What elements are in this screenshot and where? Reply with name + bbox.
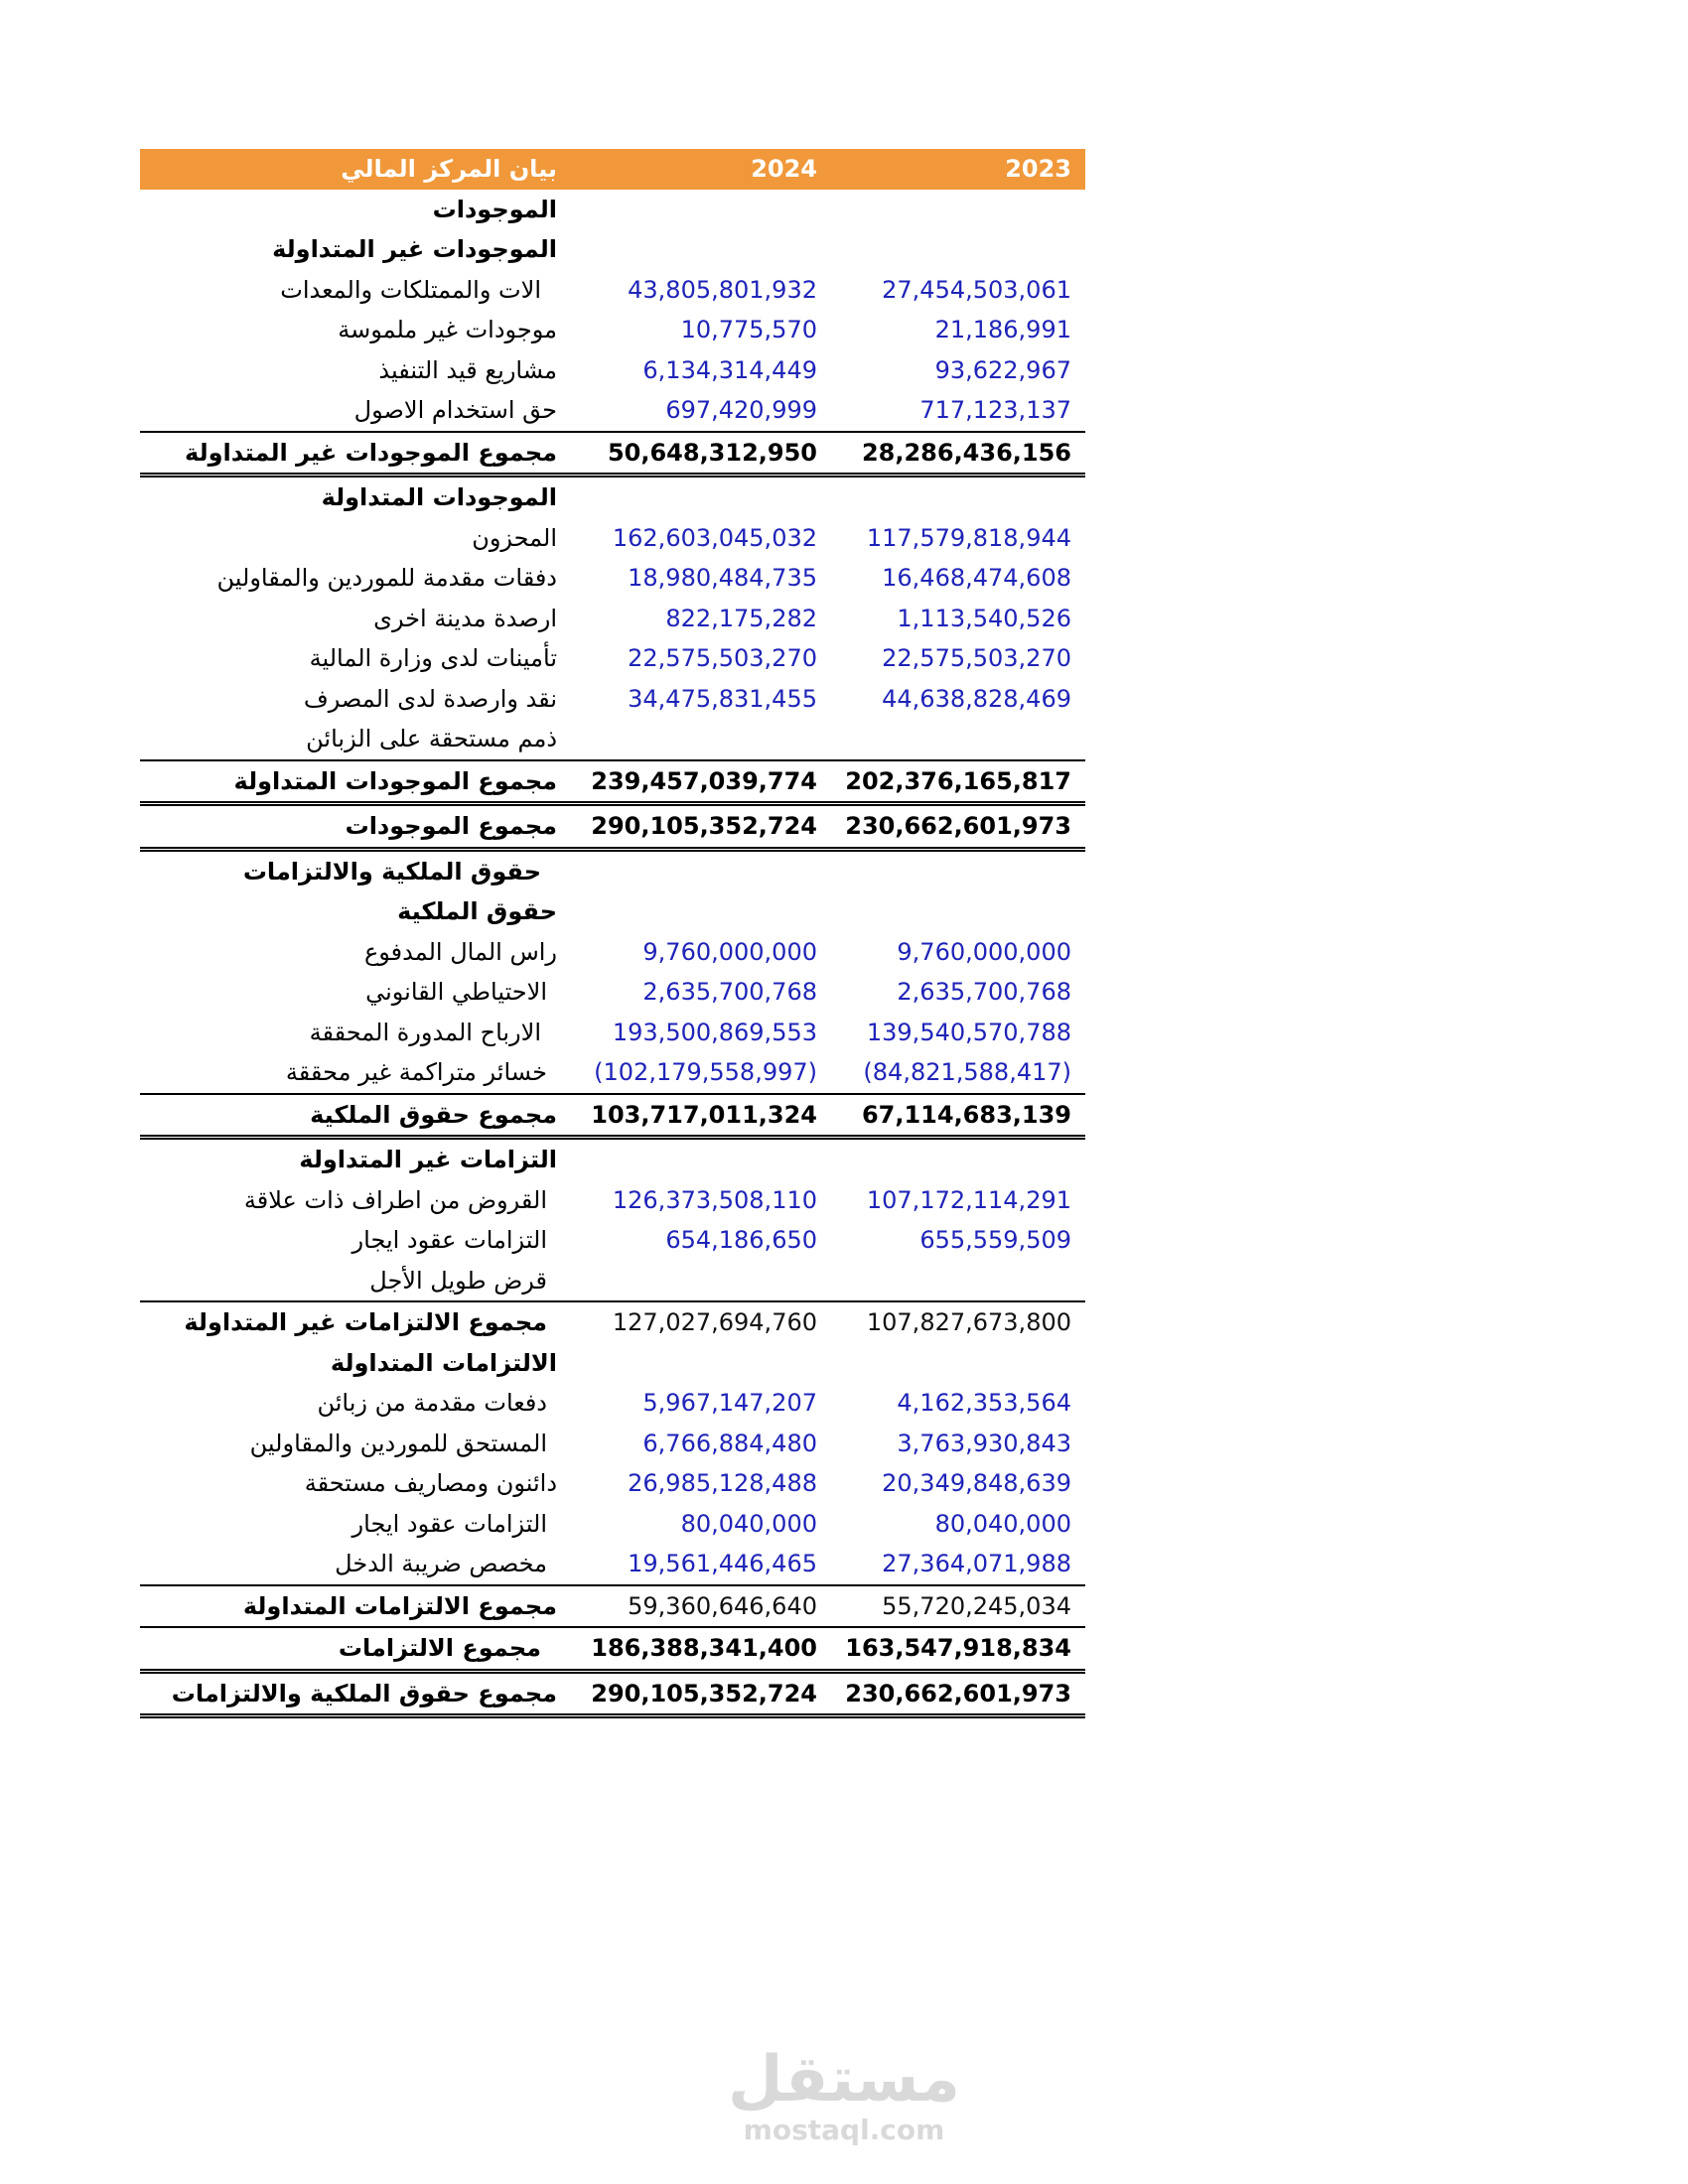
subtotal-row	[140, 431, 1085, 478]
value-2023: 44,638,828,469	[882, 684, 1071, 713]
section-heading	[140, 852, 1085, 892]
row-label: نقد وارصدة لدى المصرف	[303, 684, 557, 713]
table-row	[140, 518, 1085, 559]
table-row	[140, 1463, 1085, 1504]
value-2024: 654,186,650	[665, 1226, 817, 1254]
value-2023: 16,468,474,608	[882, 564, 1071, 592]
balance-sheet-table	[140, 149, 1085, 1718]
value-2024: 19,561,446,465	[628, 1550, 817, 1577]
section-heading	[140, 190, 1085, 230]
table-row	[140, 1424, 1085, 1464]
table-row	[140, 558, 1085, 599]
statement-title: بيان المركز المالي	[341, 155, 557, 183]
row-label: ارصدة مدينة اخرى	[373, 604, 557, 632]
total-row	[140, 806, 1085, 852]
column-header-2023: 2023	[1005, 155, 1071, 183]
table-row	[140, 1544, 1085, 1584]
table-row	[140, 270, 1085, 311]
row-label: الالتزامات المتداولة	[330, 1348, 557, 1377]
value-2024: 126,373,508,110	[612, 1185, 817, 1214]
row-label: دفعات مقدمة من زبائن	[317, 1389, 547, 1417]
table-row	[140, 1180, 1085, 1221]
section-heading	[140, 229, 1085, 270]
row-label: مجموع الموجودات	[345, 812, 557, 840]
row-label: ذمم مستحقة على الزبائن	[306, 725, 557, 752]
value-2024: 127,027,694,760	[612, 1308, 817, 1336]
row-label: مجموع حقوق الملكية والالتزامات	[171, 1679, 557, 1707]
value-2023: 139,540,570,788	[866, 1018, 1071, 1046]
row-label: المستحق للموردين والمقاولين	[249, 1429, 547, 1457]
row-label: الموجودات المتداولة	[321, 483, 557, 511]
row-label: دفقات مقدمة للموردين والمقاولين	[216, 564, 557, 592]
table-row	[140, 350, 1085, 391]
section-heading	[140, 1343, 1085, 1384]
value-2023: 4,162,353,564	[897, 1389, 1071, 1417]
table-row	[140, 599, 1085, 639]
value-2023: 9,760,000,000	[897, 937, 1071, 966]
table-row	[140, 932, 1085, 973]
table-row	[140, 679, 1085, 720]
value-2023: 2,635,700,768	[897, 978, 1071, 1006]
row-label: قرض طويل الأجل	[369, 1266, 547, 1295]
row-label: مجموع حقوق الملكية	[310, 1100, 557, 1129]
row-label: القروض من اطراف ذات علاقة	[243, 1185, 547, 1214]
value-2024: 26,985,128,488	[628, 1469, 817, 1497]
value-2024: 697,420,999	[665, 396, 817, 424]
table-row	[140, 310, 1085, 350]
value-2023: 67,114,683,139	[861, 1100, 1071, 1129]
value-2024: 10,775,570	[680, 316, 817, 343]
table-row	[140, 1013, 1085, 1053]
value-2024: 290,105,352,724	[591, 812, 817, 840]
row-label: التزامات عقود ايجار	[352, 1509, 547, 1538]
section-heading	[140, 891, 1085, 932]
value-2023: 27,454,503,061	[882, 275, 1071, 304]
value-2024: 34,475,831,455	[628, 684, 817, 713]
subtotal-row	[140, 759, 1085, 807]
row-label: مجموع الالتزامات	[338, 1634, 541, 1662]
row-label: حق استخدام الاصول	[353, 396, 557, 424]
column-header-2024: 2024	[751, 155, 817, 183]
row-label: مجموع الموجودات المتداولة	[233, 766, 557, 795]
value-2024: 50,648,312,950	[607, 438, 817, 467]
subtotal-row	[140, 1093, 1085, 1141]
grand-total-row	[140, 1674, 1085, 1719]
value-2023: 22,575,503,270	[882, 644, 1071, 672]
table-row	[140, 638, 1085, 679]
value-2024: 80,040,000	[680, 1509, 817, 1538]
value-2023: 717,123,137	[919, 396, 1071, 424]
table-header-row	[140, 149, 1085, 190]
watermark-latin: mostaql.com	[743, 2114, 945, 2146]
table-row	[140, 719, 1085, 759]
value-2024: 22,575,503,270	[628, 644, 817, 672]
value-2024: 290,105,352,724	[591, 1679, 817, 1707]
row-label: مخصص ضريبة الدخل	[335, 1550, 547, 1577]
value-2024: 18,980,484,735	[628, 564, 817, 592]
value-2023: 107,172,114,291	[866, 1185, 1071, 1214]
mostaql-watermark	[725, 2045, 963, 2146]
row-label: مشاريع قيد التنفيذ	[378, 355, 557, 384]
value-2023: 93,622,967	[934, 355, 1071, 384]
row-label: تأمينات لدى وزارة المالية	[309, 644, 557, 672]
value-2024: 822,175,282	[665, 604, 817, 632]
row-label: موجودات غير ملموسة	[338, 316, 557, 343]
value-2024: 239,457,039,774	[591, 766, 817, 795]
row-label: المحزون	[472, 523, 557, 552]
value-2024: 5,967,147,207	[642, 1389, 817, 1417]
row-label: خسائر متراكمة غير محققة	[285, 1058, 547, 1086]
table-row	[140, 390, 1085, 431]
row-label: الموجودات	[432, 195, 557, 223]
value-2023: 655,559,509	[919, 1226, 1071, 1254]
table-row	[140, 1504, 1085, 1545]
value-2024: 193,500,869,553	[612, 1018, 817, 1046]
row-label: مجموع الالتزامات غير المتداولة	[184, 1308, 547, 1336]
value-2023: (84,821,588,417)	[863, 1058, 1071, 1086]
value-2023: 202,376,165,817	[845, 766, 1071, 795]
row-label: التزامات عقود ايجار	[352, 1226, 547, 1254]
row-label: التزامات غير المتداولة	[299, 1146, 557, 1173]
value-2024: 6,766,884,480	[642, 1429, 817, 1457]
value-2024: 103,717,011,324	[591, 1100, 817, 1129]
row-label: الارباح المدورة المحققة	[309, 1018, 541, 1046]
table-row	[140, 1261, 1085, 1301]
value-2024: 43,805,801,932	[628, 275, 817, 304]
value-2023: 163,547,918,834	[845, 1634, 1071, 1662]
value-2023: 20,349,848,639	[882, 1469, 1071, 1497]
table-row	[140, 1383, 1085, 1424]
value-2023: 230,662,601,973	[845, 1679, 1071, 1707]
section-heading	[140, 478, 1085, 518]
value-2024: (102,179,558,997)	[594, 1058, 817, 1086]
value-2023: 27,364,071,988	[882, 1550, 1071, 1577]
value-2023: 117,579,818,944	[866, 523, 1071, 552]
table-row	[140, 1052, 1085, 1093]
value-2023: 55,720,245,034	[882, 1591, 1071, 1620]
table-row	[140, 1220, 1085, 1261]
watermark-arabic: مستقل	[727, 2043, 961, 2116]
row-label: الات والممتلكات والمعدات	[280, 275, 541, 304]
row-label: مجموع الموجودات غير المتداولة	[185, 438, 557, 467]
value-2024: 9,760,000,000	[642, 937, 817, 966]
value-2023: 107,827,673,800	[866, 1308, 1071, 1336]
table-row	[140, 972, 1085, 1013]
value-2023: 28,286,436,156	[861, 438, 1071, 467]
value-2023: 230,662,601,973	[845, 812, 1071, 840]
subtotal-row	[140, 1300, 1085, 1343]
value-2024: 59,360,646,640	[628, 1591, 817, 1620]
subtotal-row	[140, 1626, 1085, 1674]
section-heading	[140, 1140, 1085, 1180]
row-label: الموجودات غير المتداولة	[272, 235, 557, 263]
value-2023: 3,763,930,843	[897, 1429, 1071, 1457]
row-label: الاحتياطي القانوني	[365, 978, 547, 1006]
row-label: حقوق الملكية والالتزامات	[242, 857, 541, 886]
row-label: دائنون ومصاريف مستحقة	[304, 1469, 557, 1497]
value-2024: 2,635,700,768	[642, 978, 817, 1006]
value-2024: 6,134,314,449	[642, 355, 817, 384]
value-2023: 21,186,991	[934, 316, 1071, 343]
value-2023: 1,113,540,526	[897, 604, 1071, 632]
value-2023: 80,040,000	[934, 1509, 1071, 1538]
value-2024: 186,388,341,400	[591, 1634, 817, 1662]
row-label: حقوق الملكية	[397, 897, 557, 925]
value-2024: 162,603,045,032	[612, 523, 817, 552]
subtotal-row	[140, 1584, 1085, 1627]
row-label: مجموع الالتزامات المتداولة	[242, 1591, 557, 1620]
row-label: راس المال المدفوع	[363, 937, 557, 966]
